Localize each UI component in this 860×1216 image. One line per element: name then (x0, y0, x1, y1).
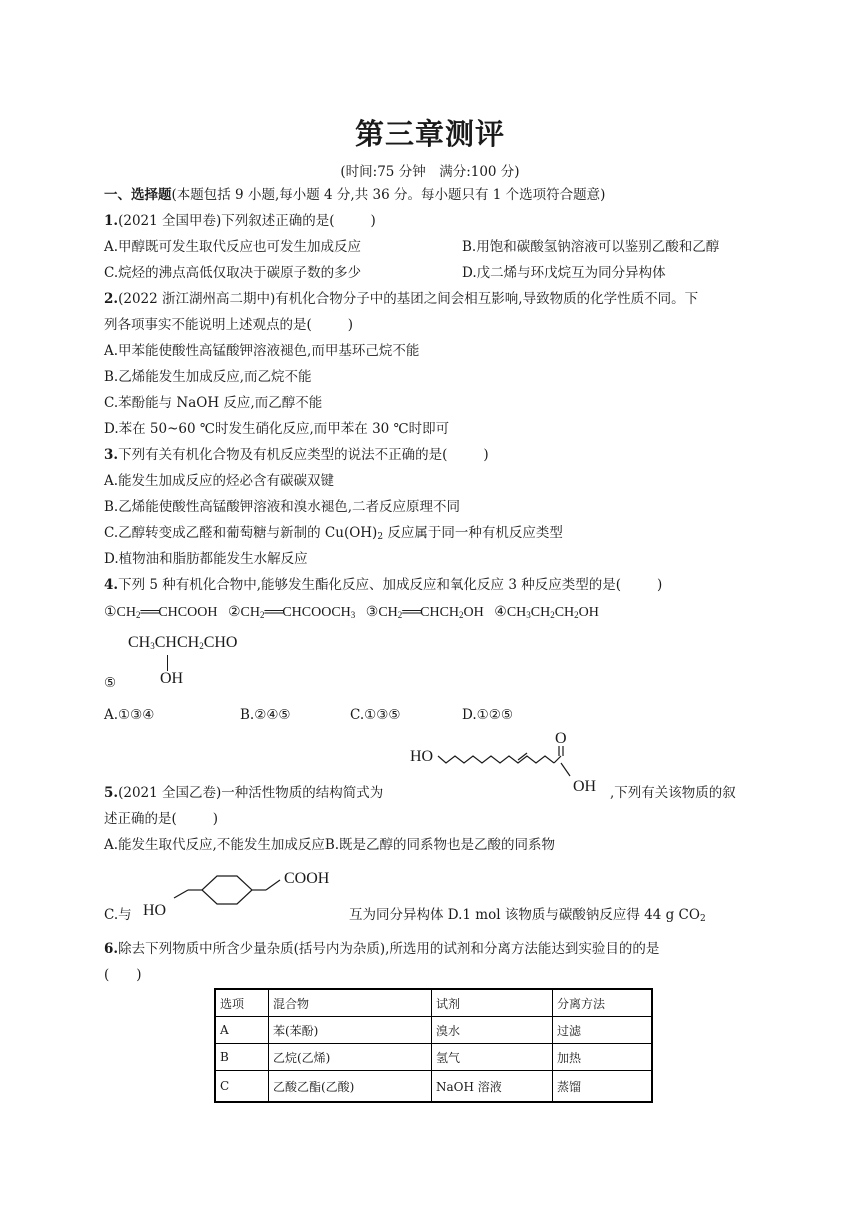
q4-option-a: A.①③④ (104, 707, 155, 723)
q5-option-c-d: 互为同分异构体 D.1 mol 该物质与碳酸钠反应得 44 g $CO_2$ (349, 907, 706, 924)
table-header-row (215, 989, 652, 1017)
table-cell: 蒸馏 (553, 1071, 653, 1103)
q2-option-d: D.苯在 50~60 ℃时发生硝化反应,而甲苯在 30 ℃时即可 (104, 421, 450, 437)
q5-hydroxyl-bond (561, 763, 570, 776)
question-5-stem: 5.(2021 全国乙卷)一种活性物质的结构简式为 (104, 785, 384, 801)
table-row (215, 1044, 652, 1071)
q5-structure-oh: OH (573, 778, 597, 795)
table-cell: 溴水 (432, 1017, 553, 1044)
question-5-stem-line2: 述正确的是( ) (104, 811, 219, 827)
q4-option-b: B.②④⑤ (240, 707, 291, 723)
q2-option-c: C.苯酚能与 NaOH 反应,而乙醇不能 (104, 395, 323, 411)
question-2-stem-line2: 列各项事实不能说明上述观点的是( ) (104, 317, 354, 333)
q6-options-table (214, 988, 653, 1103)
q4-compound-5-bond (167, 655, 168, 671)
q1-option-a: A.甲醇既可发生取代反应也可发生加成反应 (104, 239, 362, 255)
table-cell: NaOH 溶液 (432, 1071, 553, 1103)
q4-compound-5-chain: $CH_3CHCH_2CHO$ (128, 634, 238, 651)
q2-option-b: B.乙烯能发生加成反应,而乙烷不能 (104, 369, 312, 385)
q5-carbon-chain (438, 756, 554, 763)
table-cell: C (215, 1071, 269, 1103)
table-cell: 苯(苯酚) (269, 1017, 432, 1044)
q5-option-c-cooh: COOH (284, 870, 330, 887)
q3-option-d: D.植物油和脂肪都能发生水解反应 (104, 551, 308, 567)
q5-structure-ho: HO (410, 748, 434, 765)
q4-compound-5-oh: OH (160, 670, 184, 687)
question-3-stem: 3.下列有关有机化合物及有机反应类型的说法不正确的是( ) (104, 447, 489, 463)
table-header-cell: 试剂 (432, 989, 553, 1017)
q4-compound-5-label: ⑤ (104, 675, 117, 691)
q5-carboxyl-bond (554, 756, 561, 763)
question-2-stem: 2.(2022 浙江湖州高二期中)有机化合物分子中的基团之间会相互影响,导致物质的化学性质不同。下 (104, 291, 699, 307)
question-5-stem-tail: ,下列有关该物质的叙 (610, 785, 736, 801)
table-header-cell: 混合物 (269, 989, 432, 1017)
question-1-stem: 1.(2021 全国甲卷)下列叙述正确的是( ) (104, 213, 376, 229)
table-row (215, 1071, 652, 1103)
question-6-stem: 6.除去下列物质中所含少量杂质(括号内为杂质),所选用的试剂和分离方法能达到实验目的的是 (104, 941, 660, 957)
table-cell: 加热 (553, 1044, 653, 1071)
page-subtitle: (时间:75 分钟 满分:100 分) (340, 164, 520, 180)
q1-option-d: D.戊二烯与环戊烷互为同分异构体 (462, 265, 666, 281)
q4-compound-list: $①CH_2══CHCOOH$ $②CH_2══CHCOOCH_3$ $③CH_2══CHCH_2OH$ $④CH_3CH_2CH_2OH$ (104, 605, 599, 620)
table-cell: 过滤 (553, 1017, 653, 1044)
q5-option-c-ho: HO (143, 902, 167, 919)
table-row (215, 1017, 652, 1044)
section-heading: 一、选择题(本题包括 9 小题,每小题 4 分,共 36 分。每小题只有 1 个选项符合题意) (104, 187, 606, 203)
q2-option-a: A.甲苯能使酸性高锰酸钾溶液褪色,而甲基环己烷不能 (104, 343, 420, 359)
q4-option-d: D.①②⑤ (462, 707, 513, 723)
table-header-cell: 分离方法 (553, 989, 653, 1017)
table-cell: B (215, 1044, 269, 1071)
q3-option-c: C.乙醇转变成乙醛和葡萄糖与新制的 $Cu(OH)_2$ 反应属于同一种有机反应类型 (104, 525, 563, 542)
question-6-paren: ( ) (104, 967, 142, 983)
q1-option-b: B.用饱和碳酸氢钠溶液可以鉴别乙酸和乙醇 (462, 239, 720, 255)
table-header-cell: 选项 (215, 989, 269, 1017)
q4-option-c: C.①③⑤ (350, 707, 401, 723)
table-cell: 乙烷(乙烯) (269, 1044, 432, 1071)
page-title: 第三章测评 (354, 117, 505, 151)
table-cell: A (215, 1017, 269, 1044)
q3-option-a: A.能发生加成反应的烃必含有碳碳双键 (104, 473, 335, 489)
q5-option-c-label: C.与 (104, 907, 132, 923)
q1-option-c: C.烷烃的沸点高低仅取决于碳原子数的多少 (104, 265, 362, 281)
table-cell: 氢气 (432, 1044, 553, 1071)
question-4-stem: 4.下列 5 种有机化合物中,能够发生酯化反应、加成反应和氧化反应 3 种反应类型的是( ) (104, 577, 663, 593)
q5-option-a-b: A.能发生取代反应,不能发生加成反应B.既是乙醇的同系物也是乙酸的同系物 (104, 837, 556, 853)
q5-structure-o: O (555, 730, 567, 747)
cyclohexane-ring (202, 876, 252, 904)
q3-option-b: B.乙烯能使酸性高锰酸钾溶液和溴水褪色,二者反应原理不同 (104, 499, 461, 515)
table-cell: 乙酸乙酯(乙酸) (269, 1071, 432, 1103)
